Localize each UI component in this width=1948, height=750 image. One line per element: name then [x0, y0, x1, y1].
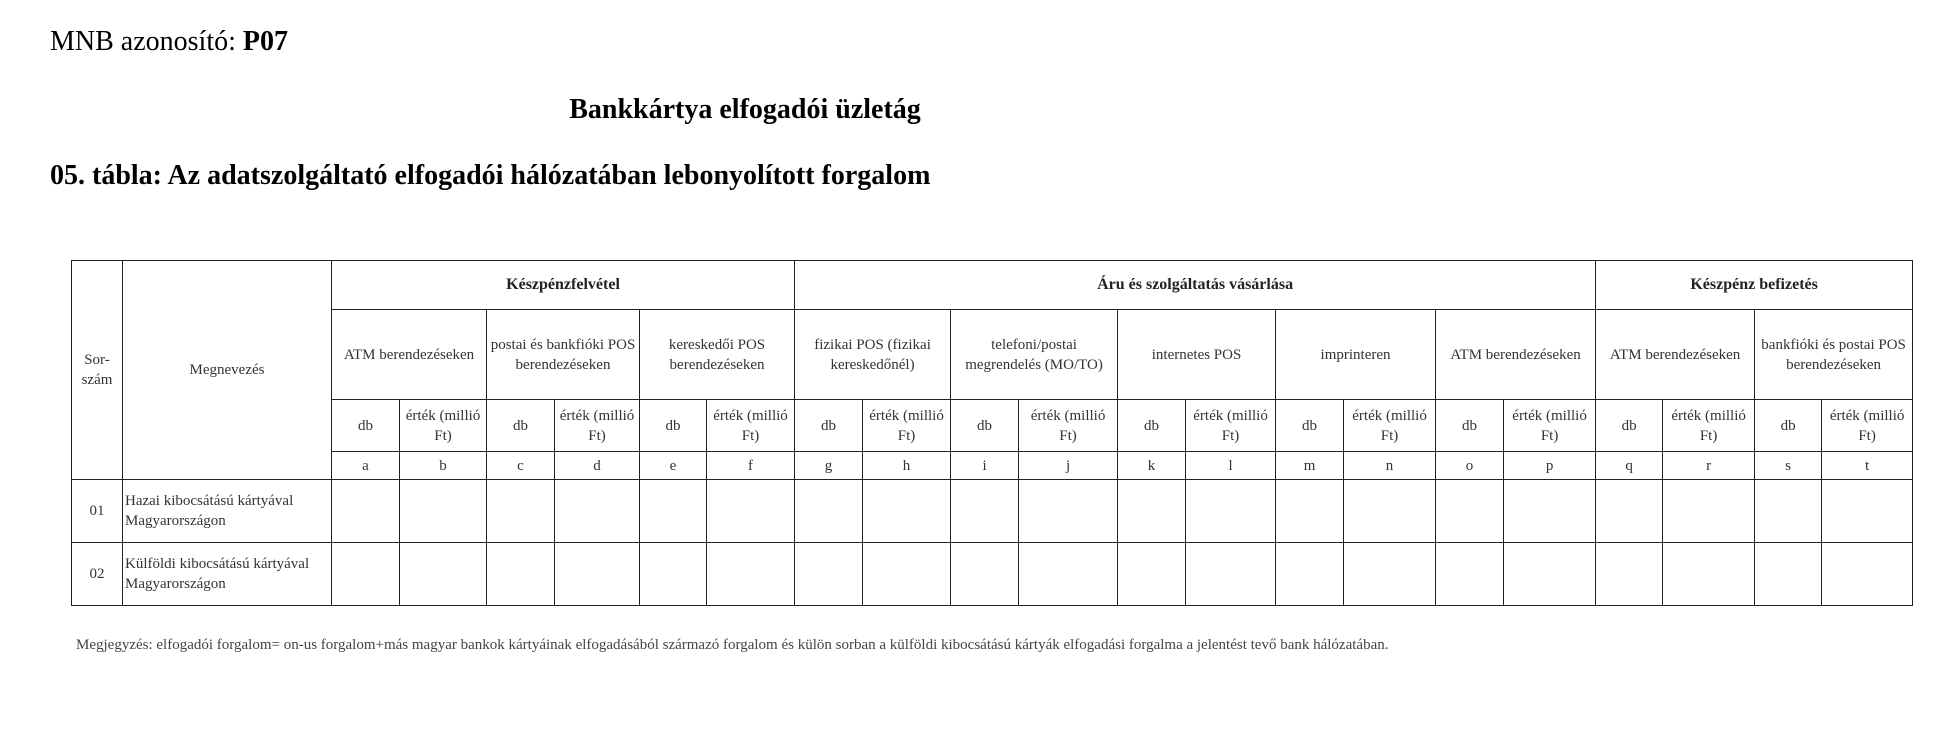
column-letter: b	[400, 452, 487, 480]
data-cell[interactable]	[1118, 480, 1186, 543]
column-letter: t	[1822, 452, 1913, 480]
row-number: 02	[72, 543, 123, 606]
subheader: fizikai POS (fizikai kereskedőnél)	[795, 310, 951, 400]
data-cell[interactable]	[1755, 543, 1822, 606]
unit-db: db	[1118, 400, 1186, 452]
data-cell[interactable]	[863, 543, 951, 606]
header-sorszam: Sor-szám	[72, 261, 123, 480]
unit-db: db	[332, 400, 400, 452]
table-row	[72, 480, 1913, 543]
column-letter: l	[1186, 452, 1276, 480]
column-letter: m	[1276, 452, 1344, 480]
unit-db: db	[1276, 400, 1344, 452]
data-cell[interactable]	[1186, 480, 1276, 543]
data-cell[interactable]	[1344, 543, 1436, 606]
data-table	[71, 260, 1913, 606]
unit-ertek: érték (millió Ft)	[1019, 400, 1118, 452]
data-cell[interactable]	[795, 480, 863, 543]
subheader: ATM berendezéseken	[332, 310, 487, 400]
data-cell[interactable]	[1596, 543, 1663, 606]
data-cell[interactable]	[1344, 480, 1436, 543]
unit-db: db	[951, 400, 1019, 452]
column-letter: k	[1118, 452, 1186, 480]
subheader: ATM berendezéseken	[1596, 310, 1755, 400]
unit-db: db	[1596, 400, 1663, 452]
unit-ertek: érték (millió Ft)	[707, 400, 795, 452]
section-title: Bankkártya elfogadói üzletág	[569, 94, 921, 125]
unit-ertek: érték (millió Ft)	[1186, 400, 1276, 452]
column-letter: q	[1596, 452, 1663, 480]
mnb-code: P07	[242, 26, 288, 57]
column-letter: d	[555, 452, 640, 480]
column-letter: i	[951, 452, 1019, 480]
footnote: Megjegyzés: elfogadói forgalom= on-us forgalom+más magyar bankok kártyáinak elfogadásából származó forgalom és külön sorban a külföldi kibocsátású kártyák elfogadási forgalma a jelentést tevő bank hálózatában.	[76, 637, 1389, 653]
column-letter: h	[863, 452, 951, 480]
subheader: bankfióki és postai POS berendezéseken	[1755, 310, 1913, 400]
row-name: Hazai kibocsátású kártyával Magyarországon	[123, 480, 332, 543]
table-title: 05. tábla: Az adatszolgáltató elfogadói hálózatában lebonyolított forgalom	[50, 160, 931, 191]
data-cell[interactable]	[640, 480, 707, 543]
data-cell[interactable]	[1118, 543, 1186, 606]
data-cell[interactable]	[1504, 543, 1596, 606]
data-cell[interactable]	[400, 480, 487, 543]
data-cell[interactable]	[1822, 480, 1913, 543]
data-cell[interactable]	[1019, 480, 1118, 543]
mnb-prefix: MNB azonosító:	[50, 26, 236, 57]
unit-db: db	[1755, 400, 1822, 452]
group-keszpenz-befizetes: Készpénz befizetés	[1596, 261, 1913, 310]
header-megnevezes: Megnevezés	[123, 261, 332, 480]
data-cell[interactable]	[400, 543, 487, 606]
unit-ertek: érték (millió Ft)	[400, 400, 487, 452]
group-keszpenzfelvetel: Készpénzfelvétel	[332, 261, 795, 310]
unit-ertek: érték (millió Ft)	[1344, 400, 1436, 452]
data-cell[interactable]	[332, 543, 400, 606]
unit-ertek: érték (millió Ft)	[1663, 400, 1755, 452]
column-letter: r	[1663, 452, 1755, 480]
row-name: Külföldi kibocsátású kártyával Magyarországon	[123, 543, 332, 606]
data-cell[interactable]	[863, 480, 951, 543]
unit-db: db	[795, 400, 863, 452]
data-cell[interactable]	[555, 543, 640, 606]
unit-ertek: érték (millió Ft)	[1504, 400, 1596, 452]
column-letter: g	[795, 452, 863, 480]
column-letter: f	[707, 452, 795, 480]
data-cell[interactable]	[795, 543, 863, 606]
column-letter: e	[640, 452, 707, 480]
data-cell[interactable]	[951, 543, 1019, 606]
data-cell[interactable]	[555, 480, 640, 543]
data-cell[interactable]	[1504, 480, 1596, 543]
data-cell[interactable]	[1019, 543, 1118, 606]
column-letter: c	[487, 452, 555, 480]
data-cell[interactable]	[1186, 543, 1276, 606]
subheader: postai és bankfióki POS berendezéseken	[487, 310, 640, 400]
data-cell[interactable]	[1663, 480, 1755, 543]
column-letter: o	[1436, 452, 1504, 480]
row-number: 01	[72, 480, 123, 543]
column-letter: p	[1504, 452, 1596, 480]
column-letter: a	[332, 452, 400, 480]
data-cell[interactable]	[707, 480, 795, 543]
data-cell[interactable]	[951, 480, 1019, 543]
subheader: telefoni/postai megrendelés (MO/TO)	[951, 310, 1118, 400]
unit-db: db	[640, 400, 707, 452]
table-row	[72, 543, 1913, 606]
unit-ertek: érték (millió Ft)	[1822, 400, 1913, 452]
unit-ertek: érték (millió Ft)	[863, 400, 951, 452]
data-cell[interactable]	[1596, 480, 1663, 543]
group-aru-szolgaltatas: Áru és szolgáltatás vásárlása	[795, 261, 1596, 310]
column-letter: n	[1344, 452, 1436, 480]
unit-db: db	[1436, 400, 1504, 452]
mnb-identifier	[50, 26, 288, 58]
data-cell[interactable]	[1436, 543, 1504, 606]
column-letter: s	[1755, 452, 1822, 480]
data-cell[interactable]	[487, 543, 555, 606]
column-letter: j	[1019, 452, 1118, 480]
data-cell[interactable]	[1755, 480, 1822, 543]
subheader: imprinteren	[1276, 310, 1436, 400]
unit-db: db	[487, 400, 555, 452]
data-cell[interactable]	[1276, 543, 1344, 606]
data-cell[interactable]	[707, 543, 795, 606]
data-cell[interactable]	[1436, 480, 1504, 543]
data-cell[interactable]	[640, 543, 707, 606]
data-cell[interactable]	[1276, 480, 1344, 543]
data-cell[interactable]	[1663, 543, 1755, 606]
subheader: ATM berendezéseken	[1436, 310, 1596, 400]
unit-ertek: érték (millió Ft)	[555, 400, 640, 452]
subheader: kereskedői POS berendezéseken	[640, 310, 795, 400]
data-cell[interactable]	[1822, 543, 1913, 606]
data-cell[interactable]	[487, 480, 555, 543]
data-cell[interactable]	[332, 480, 400, 543]
subheader: internetes POS	[1118, 310, 1276, 400]
